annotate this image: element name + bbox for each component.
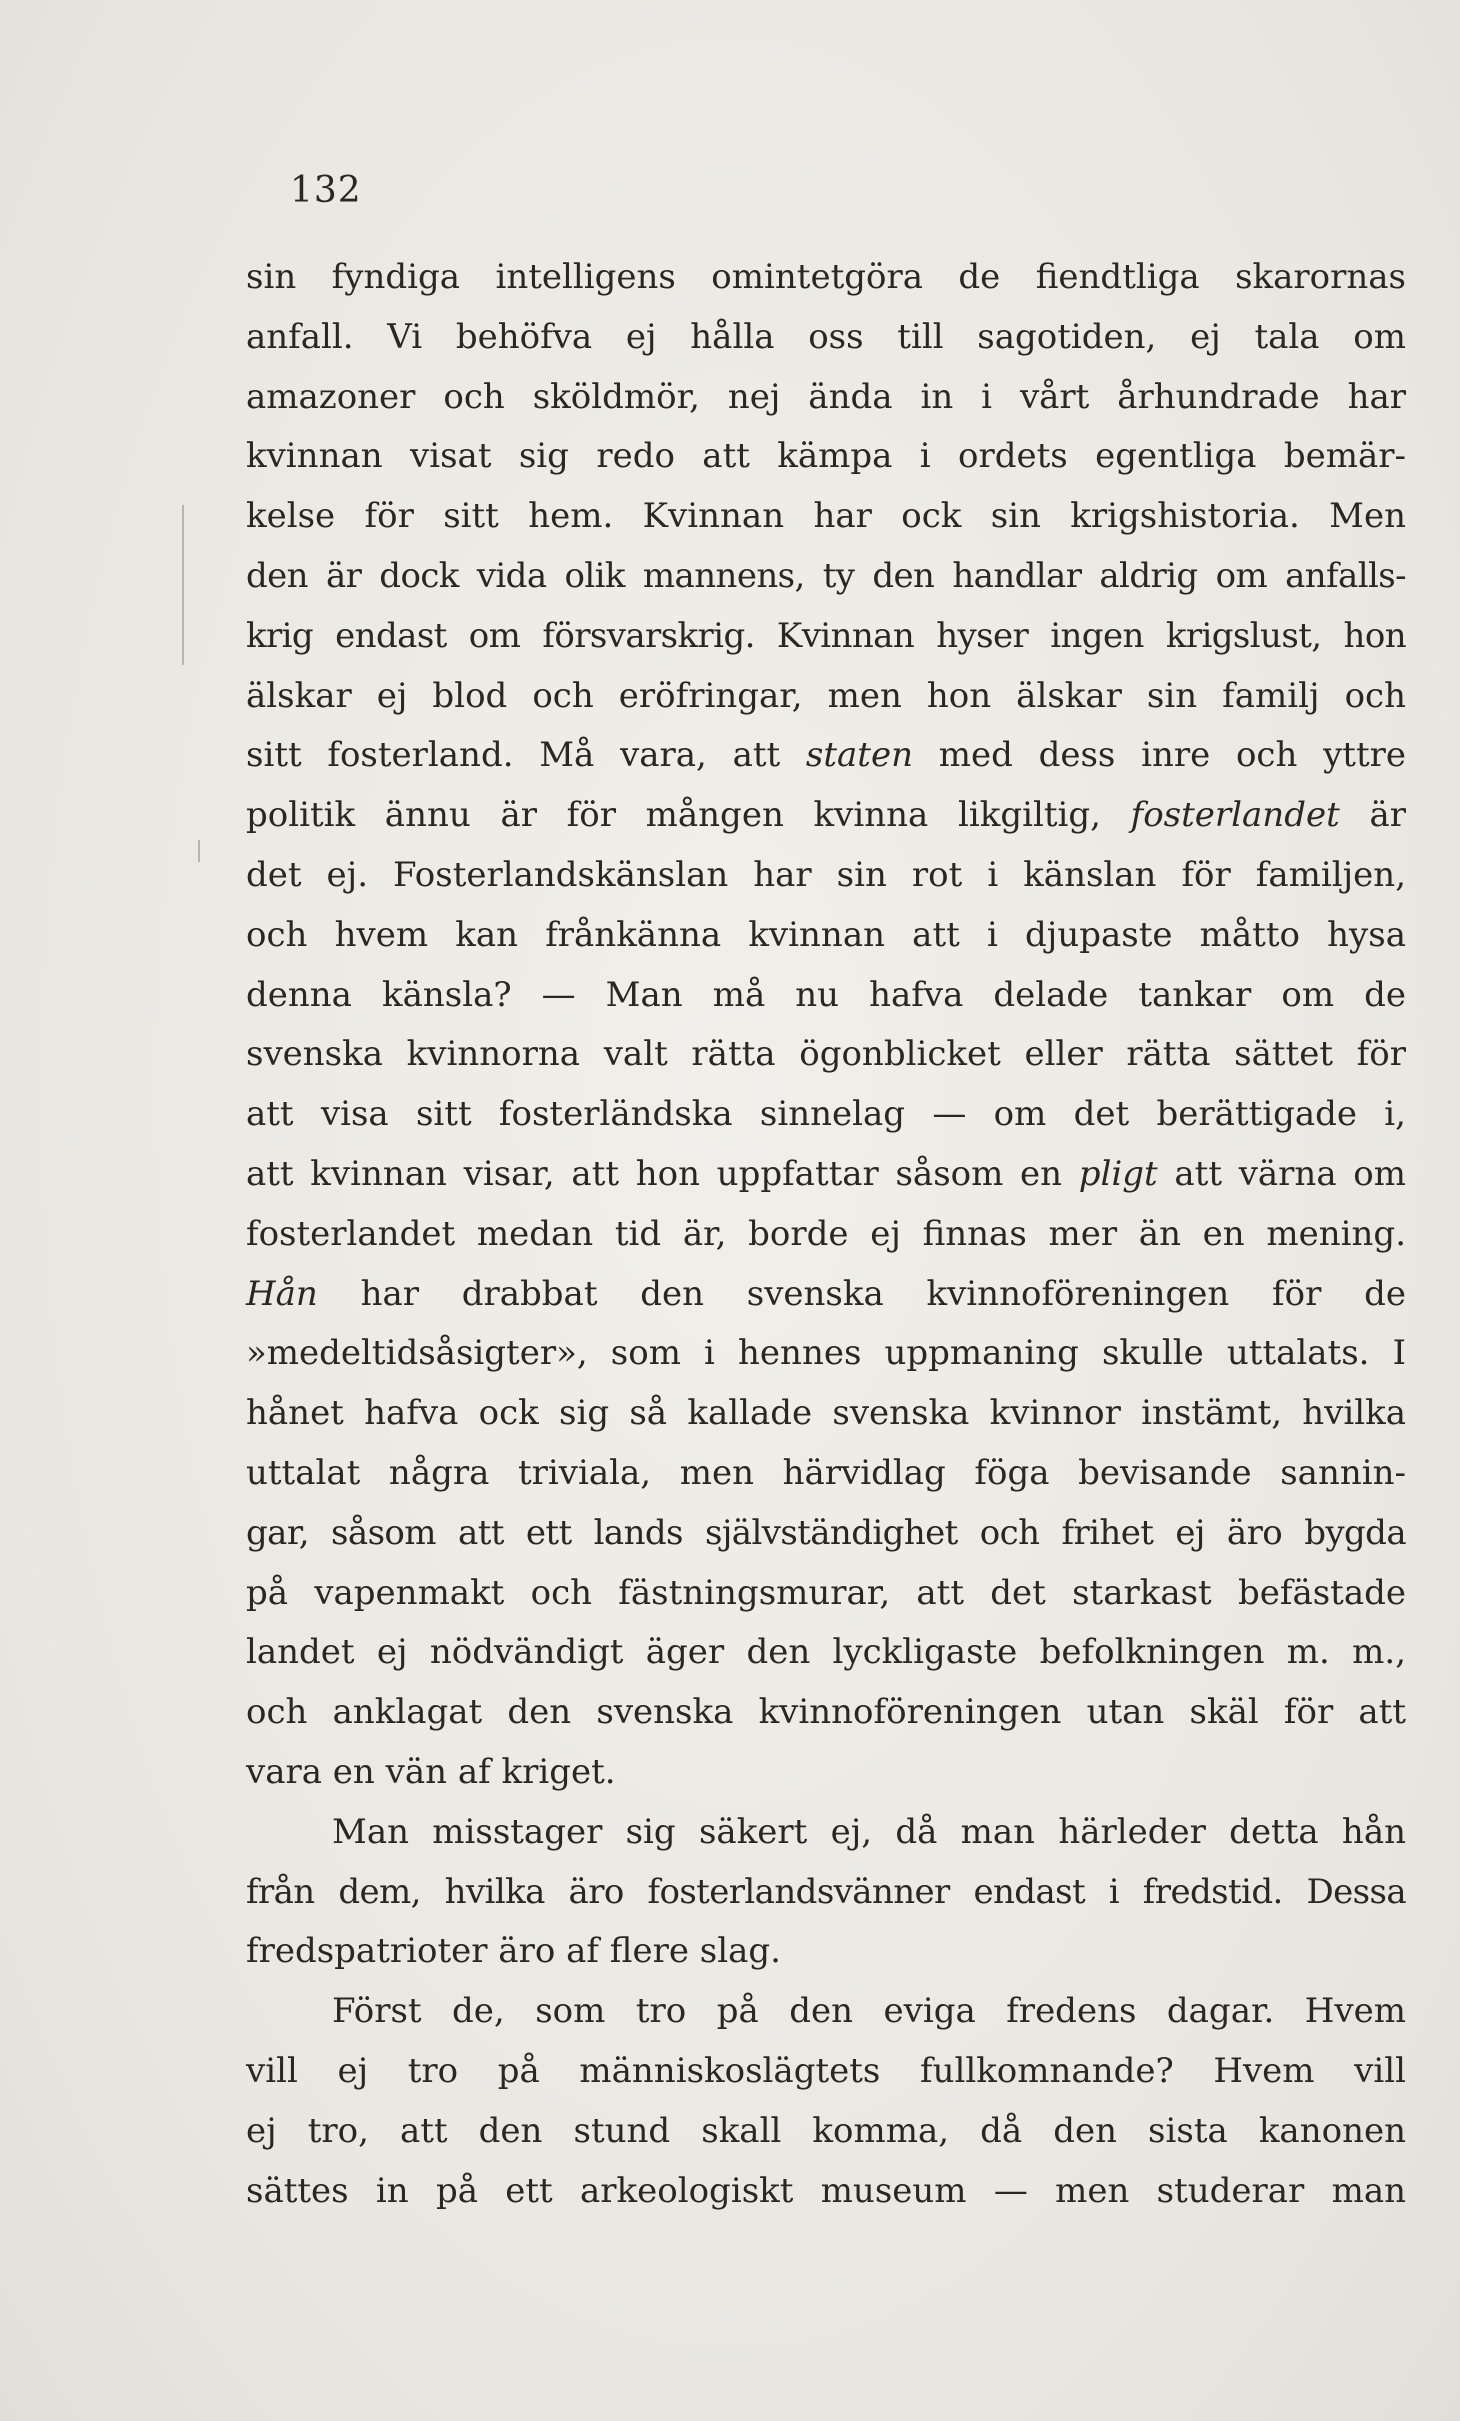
text-line: Man misstager sig säkert ej, då man härleder detta hån <box>332 1811 1406 1852</box>
text-line: uttalat några triviala, men härvidlag föga bevisande sannin- <box>246 1452 1406 1493</box>
margin-pencil-mark-small <box>198 840 200 862</box>
text-line: ej tro, att den stund skall komma, då den sista kanonen <box>246 2110 1406 2151</box>
text-line: svenska kvinnorna valt rätta ögonblicket eller rätta sättet för <box>246 1034 1406 1075</box>
text-line: att kvinnan visar, att hon uppfattar såsom en pligt att värna om <box>246 1153 1406 1194</box>
text-line: politik ännu är för mången kvinna likgiltig, fosterlandet är <box>246 795 1406 836</box>
text-line: och anklagat den svenska kvinnoföreningen utan skäl för att <box>246 1692 1406 1733</box>
text-line: den är dock vida olik mannens, ty den handlar aldrig om anfalls- <box>246 555 1406 596</box>
text-line: gar, såsom att ett lands självständighet och frihet ej äro bygda <box>246 1512 1406 1553</box>
text-line: amazoner och sköldmör, nej ända in i vårt århundrade har <box>246 376 1406 417</box>
text-line: krig endast om försvarskrig. Kvinnan hyser ingen krigslust, hon <box>246 615 1406 656</box>
text-line: och hvem kan frånkänna kvinnan att i djupaste måtto hysa <box>246 914 1406 955</box>
text-line: hånet hafva ock sig så kallade svenska kvinnor instämt, hvilka <box>246 1393 1406 1434</box>
text-line: vill ej tro på människoslägtets fullkomnande? Hvem vill <box>246 2050 1406 2091</box>
page-number: 132 <box>290 170 362 211</box>
text-line: fredspatrioter äro af flere slag. <box>246 1931 781 1972</box>
text-line: det ej. Fosterlandskänslan har sin rot i känslan för familjen, <box>246 854 1406 895</box>
text-line: »medeltidsåsigter», som i hennes uppmaning skulle uttalats. I <box>246 1333 1406 1374</box>
text-line: att visa sitt fosterländska sinnelag — om det berättigade i, <box>246 1094 1406 1135</box>
text-line: sin fyndiga intelligens omintetgöra de fiendtliga skarornas <box>246 257 1406 297</box>
text-line: Hån har drabbat den svenska kvinnoföreningen för de <box>246 1273 1406 1314</box>
emphasis-staten: staten <box>805 735 913 776</box>
text-line: kvinnan visat sig redo att kämpa i ordets egentliga bemär- <box>246 436 1406 477</box>
text-line: kelse för sitt hem. Kvinnan har ock sin krigshistoria. Men <box>246 496 1406 537</box>
text-line: denna känsla? — Man må nu hafva delade tankar om de <box>246 974 1406 1015</box>
text-line: Först de, som tro på den eviga fredens dagar. Hvem <box>332 1991 1406 2032</box>
text-line: anfall. Vi behöfva ej hålla oss till sagotiden, ej tala om <box>246 316 1406 357</box>
text-line: på vapenmakt och fästningsmurar, att det starkast befästade <box>246 1572 1406 1613</box>
emphasis-pligt: pligt <box>1078 1153 1158 1194</box>
emphasis-fosterlandet: fosterlandet <box>1130 795 1340 836</box>
emphasis-han: Hån <box>246 1273 318 1314</box>
margin-pencil-mark <box>182 505 184 665</box>
text-line: fosterlandet medan tid är, borde ej finnas mer än en mening. <box>246 1213 1406 1254</box>
body-text <box>246 248 1406 2221</box>
text-line: landet ej nödvändigt äger den lyckligaste befolkningen m. m., <box>246 1632 1406 1673</box>
text-line: från dem, hvilka äro fosterlandsvänner endast i fredstid. Dessa <box>246 1871 1406 1912</box>
text-line: älskar ej blod och eröfringar, men hon älskar sin familj och <box>246 675 1406 716</box>
text-line: sättes in på ett arkeologiskt museum — men studerar man <box>246 2170 1406 2211</box>
text-line: sitt fosterland. Må vara, att staten med dess inre och yttre <box>246 735 1406 776</box>
text-line: vara en vän af kriget. <box>246 1751 616 1792</box>
